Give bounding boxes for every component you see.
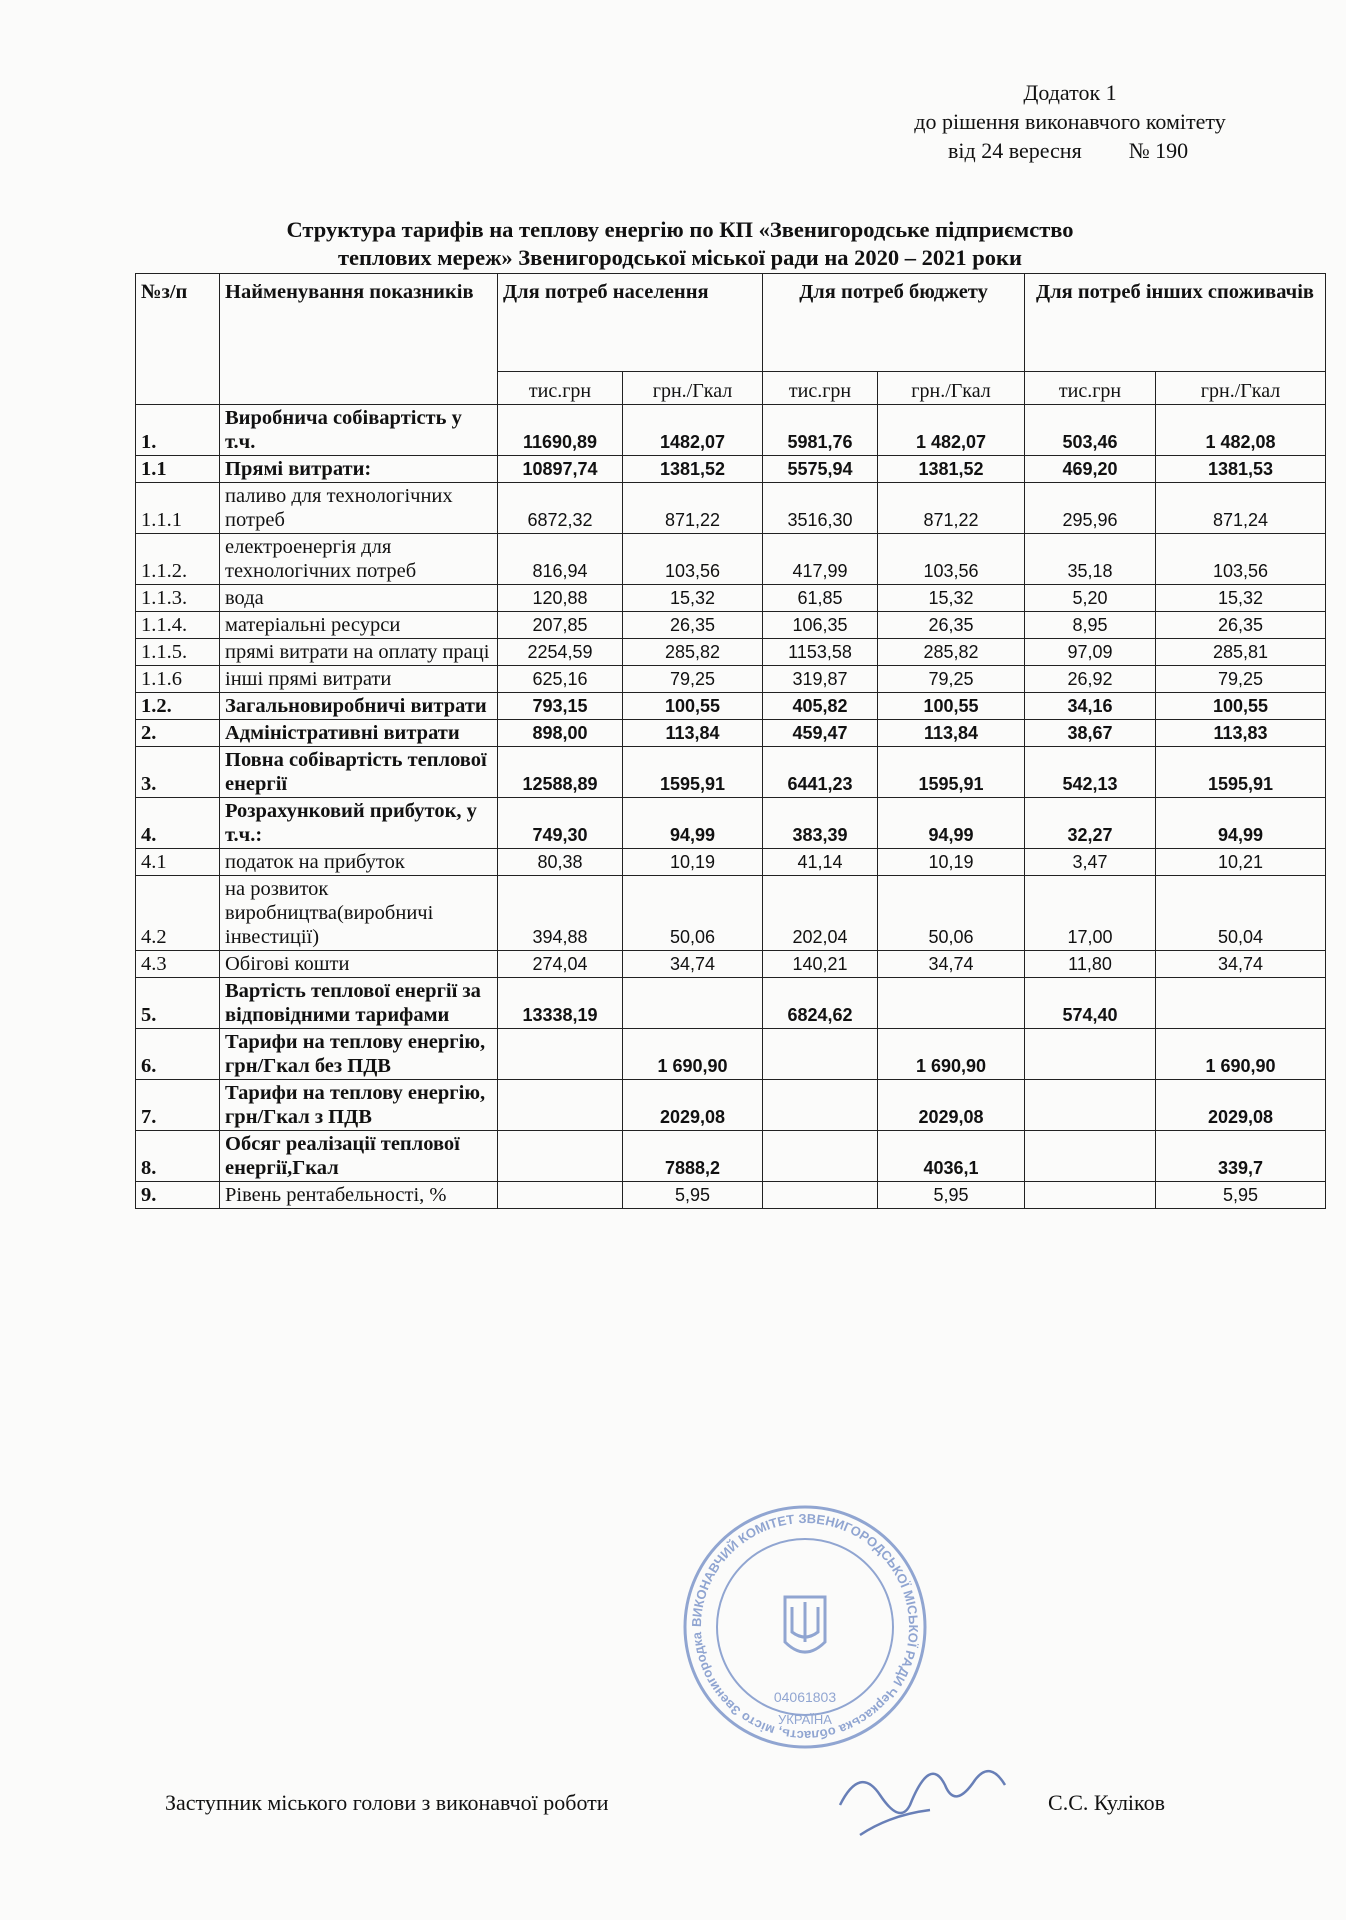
row-value [1025, 1029, 1156, 1080]
row-value: 79,25 [1156, 666, 1326, 693]
row-value: 35,18 [1025, 534, 1156, 585]
table-row [136, 720, 1326, 747]
row-value: 103,56 [623, 534, 763, 585]
row-value: 319,87 [763, 666, 878, 693]
row-number: 2. [136, 720, 220, 747]
row-indicator-name: Рівень рентабельності, % [220, 1182, 498, 1209]
row-value: 5,95 [1156, 1182, 1326, 1209]
row-value: 15,32 [623, 585, 763, 612]
row-indicator-name: Виробнича собівартість у т.ч. [220, 405, 498, 456]
row-value: 10,19 [878, 849, 1025, 876]
row-value: 5,20 [1025, 585, 1156, 612]
row-value [1025, 1080, 1156, 1131]
row-value: 1 482,07 [878, 405, 1025, 456]
stamp-code: 04061803 [773, 1689, 837, 1705]
row-value: 417,99 [763, 534, 878, 585]
header-num: №з/п [136, 274, 220, 405]
title-line1: Структура тарифів на теплову енергію по КП «Звенигородське підприємство [286, 217, 1074, 242]
row-number: 1.2. [136, 693, 220, 720]
row-value: 100,55 [623, 693, 763, 720]
table-row [136, 456, 1326, 483]
header-name: Найменування показників [220, 274, 498, 405]
row-value [763, 1029, 878, 1080]
row-value: 898,00 [498, 720, 623, 747]
row-value: 3,47 [1025, 849, 1156, 876]
row-number: 8. [136, 1131, 220, 1182]
signature-block [165, 1790, 1165, 1816]
row-indicator-name: Тарифи на теплову енергію, грн/Гкал з ПДВ [220, 1080, 498, 1131]
row-indicator-name: Обігові кошти [220, 951, 498, 978]
row-value: 7888,2 [623, 1131, 763, 1182]
row-value: 12588,89 [498, 747, 623, 798]
row-value: 97,09 [1025, 639, 1156, 666]
row-value: 100,55 [1156, 693, 1326, 720]
row-value: 793,15 [498, 693, 623, 720]
row-value: 871,24 [1156, 483, 1326, 534]
row-value: 202,04 [763, 876, 878, 951]
row-value: 113,83 [1156, 720, 1326, 747]
row-value: 2029,08 [1156, 1080, 1326, 1131]
row-number: 1.1.6 [136, 666, 220, 693]
row-number: 1. [136, 405, 220, 456]
row-number: 1.1.3. [136, 585, 220, 612]
row-value: 1595,91 [623, 747, 763, 798]
row-value: 32,27 [1025, 798, 1156, 849]
row-value [763, 1131, 878, 1182]
row-value: 816,94 [498, 534, 623, 585]
unit-cell: тис.грн [763, 372, 878, 405]
row-value: 94,99 [623, 798, 763, 849]
row-value: 871,22 [623, 483, 763, 534]
row-value: 10,19 [623, 849, 763, 876]
row-value: 13338,19 [498, 978, 623, 1029]
row-value: 1 482,08 [1156, 405, 1326, 456]
row-value: 5,95 [878, 1182, 1025, 1209]
row-value: 1153,58 [763, 639, 878, 666]
row-value: 394,88 [498, 876, 623, 951]
table-row [136, 1080, 1326, 1131]
row-value: 2029,08 [878, 1080, 1025, 1131]
row-value: 1381,52 [623, 456, 763, 483]
row-value: 26,92 [1025, 666, 1156, 693]
appendix-date: від 24 вересня [948, 138, 1082, 163]
row-value: 41,14 [763, 849, 878, 876]
row-value [1156, 978, 1326, 1029]
row-indicator-name: прямі витрати на оплату праці [220, 639, 498, 666]
row-value [763, 1080, 878, 1131]
row-indicator-name: вода [220, 585, 498, 612]
unit-cell: грн./Гкал [623, 372, 763, 405]
unit-cell: тис.грн [1025, 372, 1156, 405]
row-value: 5575,94 [763, 456, 878, 483]
row-value: 103,56 [878, 534, 1025, 585]
row-value [498, 1029, 623, 1080]
row-value: 34,16 [1025, 693, 1156, 720]
row-value: 80,38 [498, 849, 623, 876]
row-indicator-name: Прямі витрати: [220, 456, 498, 483]
table-body [136, 405, 1326, 1209]
row-value: 285,82 [623, 639, 763, 666]
table-row [136, 1131, 1326, 1182]
appendix-line2: до рішення виконавчого комітету [914, 109, 1226, 134]
header-budget: Для потреб бюджету [763, 274, 1025, 372]
table-row [136, 693, 1326, 720]
row-indicator-name: електроенергія для технологічних потреб [220, 534, 498, 585]
signatory-position: Заступник міського голови з виконавчої роботи [165, 1790, 609, 1815]
table-row [136, 1029, 1326, 1080]
row-value: 1 690,90 [623, 1029, 763, 1080]
row-value: 285,81 [1156, 639, 1326, 666]
row-number: 1.1.1 [136, 483, 220, 534]
row-indicator-name: Тарифи на теплову енергію, грн/Гкал без ПДВ [220, 1029, 498, 1080]
row-value: 542,13 [1025, 747, 1156, 798]
row-value: 2254,59 [498, 639, 623, 666]
table-row [136, 978, 1326, 1029]
stamp-ring-text: ВИКОНАВЧИЙ КОМІТЕТ ЗВЕНИГОРОДСЬКОЇ МІСЬКОЇ РАДИ Черкаська область, місто Звенигородка [688, 1510, 922, 1744]
header-row [136, 274, 1326, 372]
trident-icon [785, 1597, 825, 1652]
row-value: 339,7 [1156, 1131, 1326, 1182]
row-value: 6441,23 [763, 747, 878, 798]
row-number: 9. [136, 1182, 220, 1209]
row-value: 50,06 [623, 876, 763, 951]
row-value: 26,35 [623, 612, 763, 639]
row-value: 1381,52 [878, 456, 1025, 483]
row-value: 15,32 [1156, 585, 1326, 612]
table-row [136, 747, 1326, 798]
row-value: 469,20 [1025, 456, 1156, 483]
row-number: 1.1.2. [136, 534, 220, 585]
row-value [1025, 1182, 1156, 1209]
row-value: 1595,91 [878, 747, 1025, 798]
signatory-name: С.С. Куліков [1048, 1790, 1165, 1815]
row-number: 7. [136, 1080, 220, 1131]
row-value: 459,47 [763, 720, 878, 747]
appendix-line3 [860, 136, 1280, 165]
row-value: 10,21 [1156, 849, 1326, 876]
row-value: 94,99 [878, 798, 1025, 849]
row-value: 34,74 [878, 951, 1025, 978]
row-number: 1.1 [136, 456, 220, 483]
row-value: 6872,32 [498, 483, 623, 534]
row-value [1025, 1131, 1156, 1182]
row-value: 285,82 [878, 639, 1025, 666]
row-value: 871,22 [878, 483, 1025, 534]
row-value: 207,85 [498, 612, 623, 639]
table-row [136, 483, 1326, 534]
row-value: 113,84 [623, 720, 763, 747]
row-value: 8,95 [1025, 612, 1156, 639]
row-value: 749,30 [498, 798, 623, 849]
row-indicator-name: Розрахунковий прибуток, у т.ч.: [220, 798, 498, 849]
table-row [136, 849, 1326, 876]
table-row [136, 639, 1326, 666]
stamp-country: УКРАЇНА [778, 1712, 832, 1727]
row-value: 26,35 [1156, 612, 1326, 639]
row-value [878, 978, 1025, 1029]
row-value: 79,25 [623, 666, 763, 693]
row-value [498, 1131, 623, 1182]
row-value: 4036,1 [878, 1131, 1025, 1182]
row-value: 50,06 [878, 876, 1025, 951]
row-value: 1 690,90 [1156, 1029, 1326, 1080]
row-value: 17,00 [1025, 876, 1156, 951]
row-value [623, 978, 763, 1029]
table-row [136, 876, 1326, 951]
row-value: 3516,30 [763, 483, 878, 534]
row-indicator-name: Обсяг реалізації теплової енергії,Гкал [220, 1131, 498, 1182]
row-value: 38,67 [1025, 720, 1156, 747]
row-value: 383,39 [763, 798, 878, 849]
row-value: 6824,62 [763, 978, 878, 1029]
row-indicator-name: паливо для технологічних потреб [220, 483, 498, 534]
row-value: 1482,07 [623, 405, 763, 456]
table-row [136, 1182, 1326, 1209]
table-row [136, 666, 1326, 693]
header-other: Для потреб інших споживачів [1025, 274, 1326, 372]
row-value: 120,88 [498, 585, 623, 612]
unit-cell: грн./Гкал [1156, 372, 1326, 405]
row-value: 405,82 [763, 693, 878, 720]
row-value: 61,85 [763, 585, 878, 612]
row-number: 1.1.5. [136, 639, 220, 666]
table-row [136, 405, 1326, 456]
row-number: 4.1 [136, 849, 220, 876]
title-line2: теплових мереж» Звенигородської міської ради на 2020 – 2021 роки [338, 245, 1022, 270]
row-value: 50,04 [1156, 876, 1326, 951]
row-value: 103,56 [1156, 534, 1326, 585]
row-value: 10897,74 [498, 456, 623, 483]
table-row [136, 798, 1326, 849]
row-number: 1.1.4. [136, 612, 220, 639]
row-value [498, 1182, 623, 1209]
unit-cell: грн./Гкал [878, 372, 1025, 405]
row-number: 3. [136, 747, 220, 798]
unit-cell: тис.грн [498, 372, 623, 405]
row-indicator-name: матеріальні ресурси [220, 612, 498, 639]
row-value: 1595,91 [1156, 747, 1326, 798]
row-indicator-name: на розвиток виробництва(виробничі інвестиції) [220, 876, 498, 951]
row-indicator-name: Вартість теплової енергії за відповідними тарифами [220, 978, 498, 1029]
row-number: 6. [136, 1029, 220, 1080]
row-value [763, 1182, 878, 1209]
document-title [150, 216, 1210, 272]
row-value: 11690,89 [498, 405, 623, 456]
row-value: 106,35 [763, 612, 878, 639]
row-value: 274,04 [498, 951, 623, 978]
row-value: 1 690,90 [878, 1029, 1025, 1080]
row-indicator-name: Адміністративні витрати [220, 720, 498, 747]
row-value [498, 1080, 623, 1131]
row-value: 503,46 [1025, 405, 1156, 456]
row-value: 574,40 [1025, 978, 1156, 1029]
row-value: 94,99 [1156, 798, 1326, 849]
appendix-header [860, 78, 1280, 165]
row-indicator-name: Загальновиробничі витрати [220, 693, 498, 720]
row-value: 11,80 [1025, 951, 1156, 978]
row-value: 5981,76 [763, 405, 878, 456]
row-value: 15,32 [878, 585, 1025, 612]
row-value: 34,74 [623, 951, 763, 978]
row-number: 4.2 [136, 876, 220, 951]
row-number: 5. [136, 978, 220, 1029]
row-value: 113,84 [878, 720, 1025, 747]
row-indicator-name: податок на прибуток [220, 849, 498, 876]
tariff-structure-table [135, 273, 1326, 1209]
row-value: 295,96 [1025, 483, 1156, 534]
row-value: 2029,08 [623, 1080, 763, 1131]
appendix-number: № 190 [1128, 138, 1189, 163]
row-indicator-name: Повна собівартість теплової енергії [220, 747, 498, 798]
table-row [136, 951, 1326, 978]
row-indicator-name: інші прямі витрати [220, 666, 498, 693]
table-row [136, 612, 1326, 639]
header-population: Для потреб населення [498, 274, 763, 372]
row-value: 140,21 [763, 951, 878, 978]
table-row [136, 585, 1326, 612]
row-value: 625,16 [498, 666, 623, 693]
row-value: 26,35 [878, 612, 1025, 639]
row-number: 4.3 [136, 951, 220, 978]
row-value: 100,55 [878, 693, 1025, 720]
row-value: 5,95 [623, 1182, 763, 1209]
row-value: 1381,53 [1156, 456, 1326, 483]
row-value: 79,25 [878, 666, 1025, 693]
row-value: 34,74 [1156, 951, 1326, 978]
row-number: 4. [136, 798, 220, 849]
appendix-line1: Додаток 1 [1023, 80, 1117, 105]
table-row [136, 534, 1326, 585]
official-stamp [680, 1502, 930, 1752]
